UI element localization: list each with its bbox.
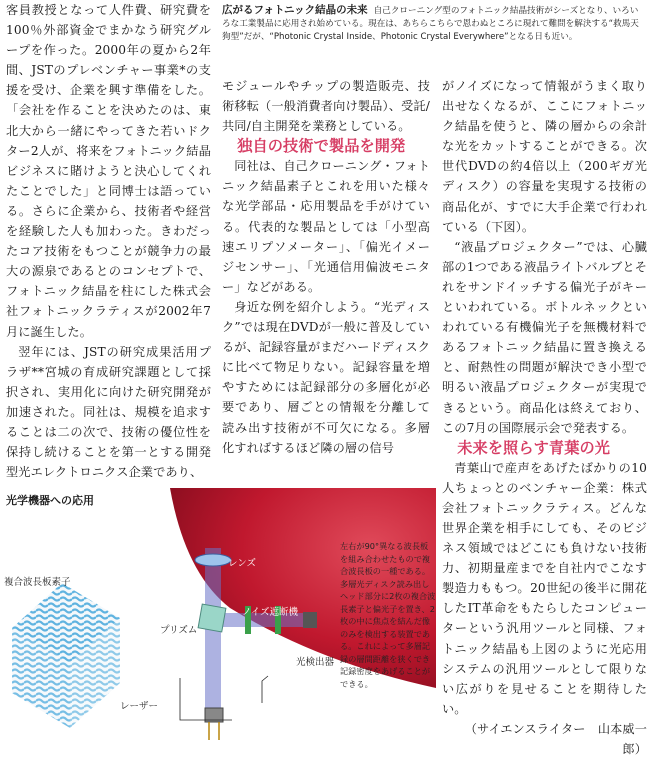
- sidebar-note: [222, 4, 646, 44]
- paragraph: がノイズになって情報がうまく取り出せなくなるが、ここにフォトニック結晶を使うと、隣の層からの余計な光をカットすることができる。次世代DVDの約4倍以上（200ギガ光ディスク）の容量を実現する技術の商品化が、すでに大手企業で行われている（下図）。: [442, 79, 647, 234]
- label-crystal-element: 複合波長板素子: [4, 577, 71, 588]
- paragraph: “液晶プロジェクター”では、心臓部の1つである液晶ライトバルブとそれをサンドイッチする偏光子がキーといわれている。ボトルネックといわれている有機偏光子を無機材料であるフォトニック結晶に置き換えると、耐熱性の問題が解決でき小型で明るい液晶プロジェクターが実現できるという。商品化は終えており、この7月の国際展示会で発表する。: [442, 239, 647, 435]
- section-heading: 独自の技術で製品を開発: [237, 137, 406, 156]
- label-prism: プリズム: [160, 625, 198, 636]
- sidebar-text: 自己クローニング型のフォトニック結晶技術がシーズとなり、いろいろな工業製品に応用され始めている。現在は、あちらこちらで恩わぬところに現れて難問を解決する“救馬天狗型”だが、“Photonic Crystal Inside、Photonic Crystal Everywhere”となる日も近い。: [222, 6, 639, 42]
- label-lens: レンズ: [228, 558, 256, 569]
- paragraph: モジュールやチップの製造販売、技術移転（一般消費者向け製品）、受託/共同/自主開発を業務としている。: [222, 79, 430, 134]
- column-1: [6, 0, 211, 482]
- lens-shape: [195, 554, 231, 566]
- figure-caption: 左右が90°異なる波長板を組み合わせたもので複合波長板の一種である。多層光ディスク読み出しヘッド部分に2枚の複合波長素子と偏光子を置き、2枚の中に焦点を結んだ像のみを検出する装置である。これによって多層記録の層間距離を狭くでき記録密度をあげることができる。: [340, 541, 436, 689]
- paragraph: 青葉山で産声をあげたばかりの10人ちょっとのベンチャー企業：株式会社フォトニックラティス。どんな世界企業を相手にしても、そのビジネス領域ではどこにも負けない技術力、初期量産までを自社内でこなす製造力ももつ。20世紀の後半に開花したIT革命をもたらしたコンピューターという汎用ツールと同様、フォトニック結晶も上図のように光応用システムの汎用ツールとして限りない広がりを見せることを期待したい。: [442, 460, 647, 716]
- label-photodetector: 光検出器: [296, 657, 335, 668]
- photonic-crystal-element: [12, 583, 120, 728]
- leader-line: [262, 676, 268, 703]
- photodetector-shape: [303, 612, 317, 628]
- paragraph: 翌年には、JSTの研究成果活用プラザ**宮城の育成研究課題として採択され、実用化に向けた研究開発が加速された。同社は、規模を追求することは二の次で、技術の優位性を保持し続けることを第一とする開発型光エレクトロニクス企業であり、: [6, 344, 211, 480]
- column-3: [442, 76, 647, 759]
- prism-shape: [198, 604, 226, 632]
- figure-title: 光学機器への応用: [6, 494, 94, 507]
- label-laser: レーザー: [120, 701, 159, 712]
- label-noise-filter: ノイズ遮断機: [242, 607, 299, 618]
- section-heading: 未来を照らす青葉の光: [457, 438, 611, 457]
- sidebar-title: 広がるフォトニック結晶の未来: [222, 4, 368, 16]
- column-2: [222, 76, 430, 458]
- paragraph: 客員教授となって人件費、研究費を100％外部資金でまかなう研究グループを作った。2000年の夏から2年間、JSTのプレベンチャー事業*の支援を受け、企業を興す準備をした。「会社を作ることを決めたのは、東北大から一緒にやってきた若いドクター2人が、将来をフォトニック結晶ビジネスに賭けようと決心してくれたことでした」と同博士は語っている。さらに企業から、技術者や経営を経験した人も加わった。きわだったコア技術をもつことが競争力の最大の源泉であるとのコンセプトで、フォトニック結晶を柱にした株式会社フォトニックラティスが2002年7月に誕生した。: [6, 3, 211, 339]
- paragraph: 同社は、自己クローニング・フォトニック結晶素子とこれを用いた様々な光学部品・応用製品を手がけている。代表的な製品としては「小型高速エリプソメーター」、「偏光イメージセンサー」、「光通信用偏波モニター」などがある。: [222, 159, 430, 294]
- byline: （サイエンスライター 山本威一郎）: [464, 721, 647, 756]
- paragraph: 身近な例を紹介しよう。“光ディスク”では現在DVDが一般に普及しているが、記録容量がまだハードディスクに比べて物足りない。記録容量を増やすためには記録部分の多層化が必要であり、層ごとの情報を分離して読み出す技術が不可欠になる。多層化すればするほど隣の層の信号: [222, 299, 430, 455]
